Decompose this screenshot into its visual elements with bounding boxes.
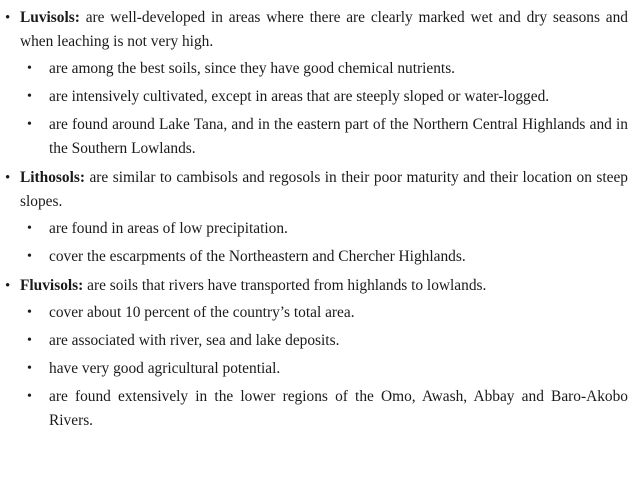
sub-bullet-item — [27, 245, 628, 269]
bullet-item-lithosols — [5, 166, 628, 214]
sub-bullet-text: are found extensively in the lower regions of the Omo, Awash, Abbay and Baro-Akobo Rivers. — [49, 388, 628, 429]
sub-bullet-item — [27, 113, 628, 161]
section-fluvisols — [0, 274, 638, 433]
sub-bullet-item — [27, 217, 628, 241]
document-page — [0, 6, 638, 438]
sub-list-luvisols — [0, 57, 638, 161]
bullet-icon: • — [5, 278, 11, 294]
sub-bullet-text: cover the escarpments of the Northeastern and Chercher Highlands. — [49, 248, 466, 265]
bullet-icon: • — [27, 389, 32, 404]
sub-bullet-item — [27, 385, 628, 433]
sub-bullet-text: have very good agricultural potential. — [49, 360, 281, 377]
sub-bullet-text: are found in areas of low precipitation. — [49, 220, 288, 237]
section-lithosols — [0, 166, 638, 269]
bullet-icon: • — [27, 89, 32, 104]
section-luvisols — [0, 6, 638, 161]
sub-bullet-item — [27, 329, 628, 353]
sub-bullet-item — [27, 301, 628, 325]
sub-bullet-text: are among the best soils, since they have good chemical nutrients. — [49, 60, 456, 77]
term-description: are soils that rivers have transported from highlands to lowlands. — [83, 277, 487, 294]
bullet-icon: • — [27, 117, 32, 132]
sub-bullet-text: are associated with river, sea and lake deposits. — [49, 332, 340, 349]
sub-bullet-text: are intensively cultivated, except in areas that are steeply sloped or water-logged. — [49, 88, 550, 105]
bullet-icon: • — [27, 61, 32, 76]
bullet-icon: • — [27, 305, 32, 320]
bullet-icon: • — [27, 361, 32, 376]
bullet-icon: • — [27, 249, 32, 264]
term-description: are similar to cambisols and regosols in their poor maturity and their location on steep slopes. — [20, 169, 628, 210]
term-description: are well-developed in areas where there are clearly marked wet and dry seasons and when leaching is not very high. — [20, 9, 628, 50]
sub-list-lithosols — [0, 217, 638, 269]
sub-bullet-item — [27, 85, 628, 109]
bullet-item-fluvisols — [5, 274, 628, 298]
bullet-icon: • — [27, 333, 32, 348]
term-label: Lithosols: — [20, 169, 85, 186]
bullet-icon: • — [5, 10, 11, 26]
sub-bullet-item — [27, 357, 628, 381]
sub-bullet-text: cover about 10 percent of the country’s total area. — [49, 304, 355, 321]
bullet-icon: • — [5, 170, 11, 186]
term-label: Luvisols: — [20, 9, 80, 26]
bullet-item-luvisols — [5, 6, 628, 54]
bullet-icon: • — [27, 221, 32, 236]
sub-bullet-text: are found around Lake Tana, and in the eastern part of the Northern Central Highlands and in the Southern Lowlands. — [49, 116, 628, 157]
sub-bullet-item — [27, 57, 628, 81]
sub-list-fluvisols — [0, 301, 638, 433]
term-label: Fluvisols: — [20, 277, 84, 294]
